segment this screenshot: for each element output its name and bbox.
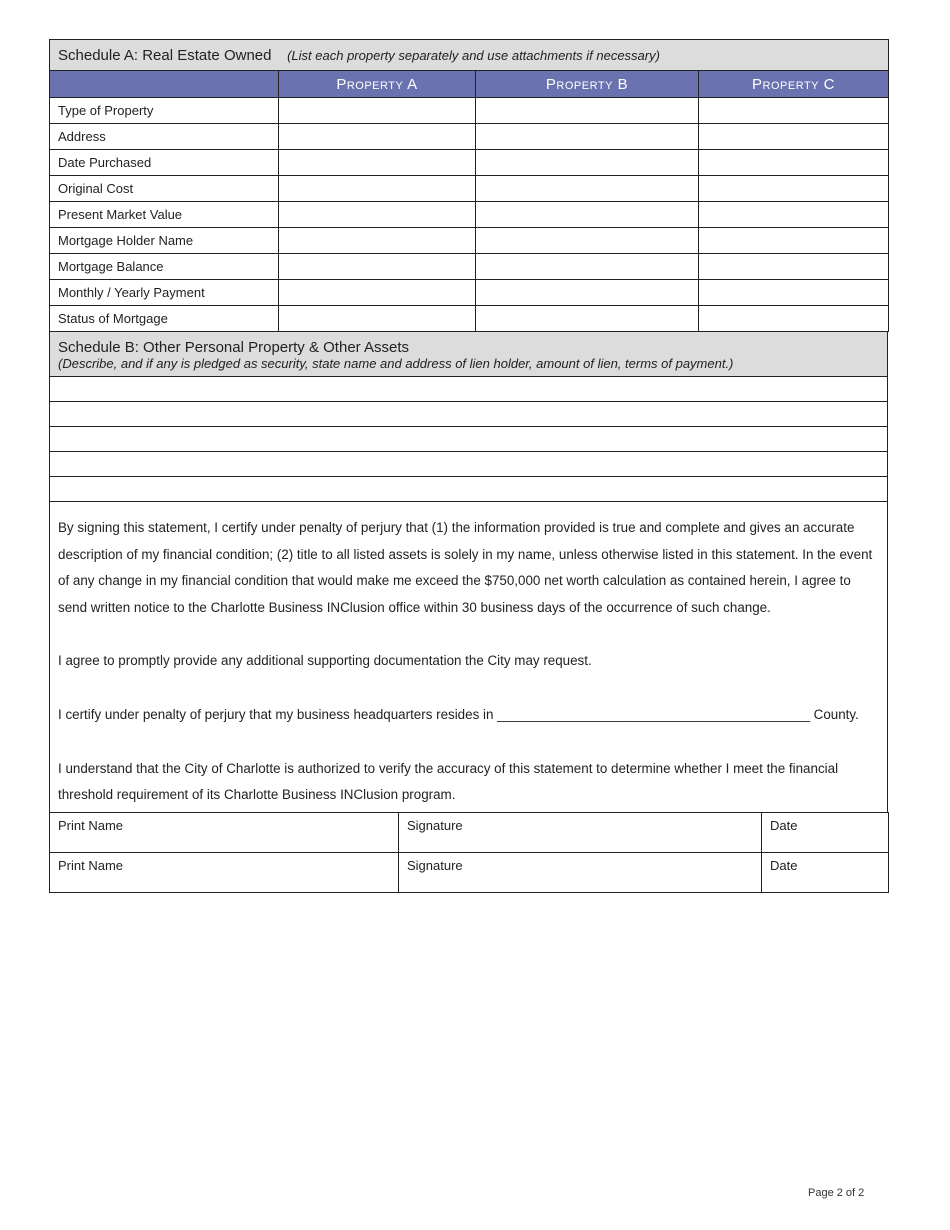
property-c-field[interactable] [699,254,889,280]
certification-section [50,502,888,813]
property-c-field[interactable] [699,150,889,176]
property-b-field[interactable] [476,228,699,254]
property-c-field[interactable] [699,176,889,202]
row-label: Type of Property [50,98,279,124]
property-b-field[interactable] [476,98,699,124]
signature-table [49,812,889,893]
schedule-b-title: Schedule B: Other Personal Property & Other Assets [58,339,410,356]
schedule-b-line[interactable] [50,377,888,402]
property-c-field[interactable] [699,124,889,150]
schedule-b-line[interactable] [50,402,888,427]
property-a-field[interactable] [279,202,476,228]
signature-field[interactable]: Signature [399,852,762,892]
certification-paragraph-2: I agree to promptly provide any additional supporting documentation the City may request. [58,653,592,669]
table-row [50,202,889,228]
property-c-field[interactable] [699,202,889,228]
row-label: Status of Mortgage [50,306,279,332]
table-row [50,124,889,150]
property-c-field[interactable] [699,228,889,254]
schedule-a-title: Schedule A: Real Estate Owned [58,46,272,64]
row-label: Monthly / Yearly Payment [50,280,279,306]
certification-paragraph-1: By signing this statement, I certify under penalty of perjury that (1) the information provided is true and complete and gives an accurate description of my financial condition; (2) title to all listed assets is solely in my name, unless otherwise listed in this statement. In the event of any change in my financial condition that would make me exceed the $750,000 net worth calculation as contained herein, I agree to send written notice to the Charlotte Business INClusion office within 30 business days of the occurrence of such change. [58,520,873,615]
property-a-field[interactable] [279,280,476,306]
property-b-field[interactable] [476,124,699,150]
schedule-b-note: (Describe, and if any is pledged as security, state name and address of lien holder, amount of lien, terms of payment.) [58,356,734,371]
property-c-field[interactable] [699,306,889,332]
signature-row [50,812,889,852]
column-property-c: Property C [699,71,889,98]
property-a-field[interactable] [279,124,476,150]
schedule-a-header [50,40,889,71]
table-row [50,280,889,306]
table-row [50,228,889,254]
property-a-field[interactable] [279,228,476,254]
property-a-field[interactable] [279,150,476,176]
signature-row [50,852,889,892]
signature-field[interactable]: Signature [399,812,762,852]
property-b-field[interactable] [476,280,699,306]
schedule-b-table [49,331,888,813]
property-c-field[interactable] [699,98,889,124]
certification-paragraph-4: I understand that the City of Charlotte is authorized to verify the accuracy of this statement to determine whether I meet the financial threshold requirement of its Charlotte Business INClusion program. [58,760,839,803]
schedule-b-line[interactable] [50,427,888,452]
row-label: Mortgage Balance [50,254,279,280]
schedule-a-note: (List each property separately and use attachments if necessary) [287,47,660,63]
property-b-field[interactable] [476,202,699,228]
date-field[interactable]: Date [762,852,889,892]
property-b-field[interactable] [476,254,699,280]
print-name-field[interactable]: Print Name [50,852,399,892]
schedule-b-header [50,332,888,377]
column-property-b: Property B [476,71,699,98]
table-row [50,176,889,202]
property-b-field[interactable] [476,150,699,176]
column-property-a: Property A [279,71,476,98]
table-row [50,98,889,124]
row-label: Present Market Value [50,202,279,228]
property-a-field[interactable] [279,306,476,332]
property-a-field[interactable] [279,254,476,280]
schedule-b-line[interactable] [50,452,888,477]
row-label: Original Cost [50,176,279,202]
table-row [50,150,889,176]
row-label: Mortgage Holder Name [50,228,279,254]
property-c-field[interactable] [699,280,889,306]
row-label: Date Purchased [50,150,279,176]
property-a-field[interactable] [279,98,476,124]
headquarters-county-statement: I certify under penalty of perjury that my business headquarters resides in __________________________________________ County. [58,706,859,722]
blank-header-cell [50,71,279,98]
date-field[interactable]: Date [762,812,889,852]
property-b-field[interactable] [476,306,699,332]
page-number: Page 2 of 2 [808,1187,865,1199]
print-name-field[interactable]: Print Name [50,812,399,852]
property-a-field[interactable] [279,176,476,202]
table-row [50,254,889,280]
row-label: Address [50,124,279,150]
form-table [49,39,889,332]
schedule-b-line[interactable] [50,477,888,502]
property-columns-header [50,71,889,98]
property-b-field[interactable] [476,176,699,202]
table-row [50,306,889,332]
financial-statement-form [49,39,888,893]
